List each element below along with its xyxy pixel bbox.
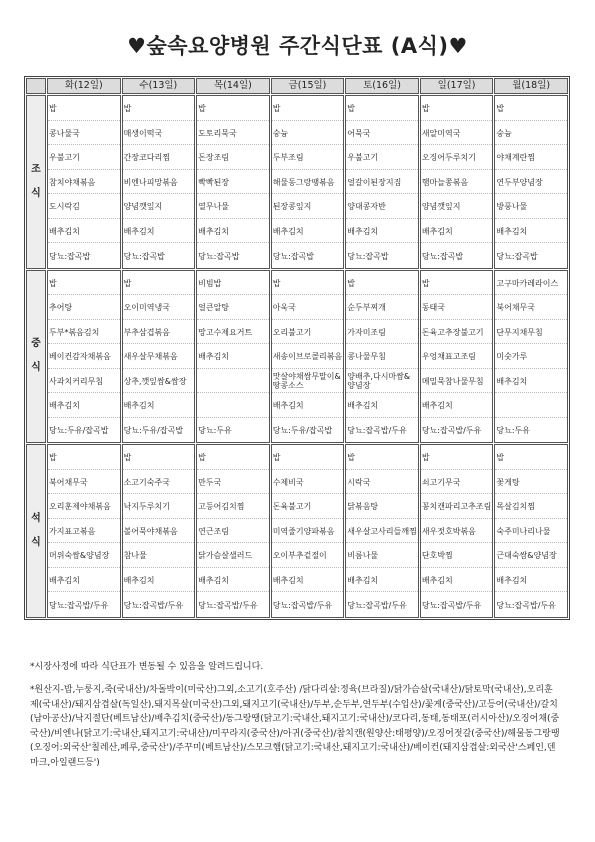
menu-item: 밥 <box>123 271 195 296</box>
menu-item: 밥 <box>48 96 120 121</box>
menu-item: 돈육불고기 <box>272 494 344 519</box>
menu-item: 부추삼겹볶음 <box>123 320 195 345</box>
menu-item: 당뇨:잡곡밥/두유 <box>347 600 407 610</box>
menu-cell <box>196 444 270 618</box>
menu-item: 참나물 <box>123 543 195 568</box>
menu-item <box>197 393 269 418</box>
menu-item: 야채계란찜 <box>495 145 567 170</box>
menu-item: 당뇨:잡곡밥/두유 <box>421 426 482 435</box>
day-header: 금(15일) <box>271 78 345 94</box>
menu-item: 된장콩잎지 <box>272 194 344 219</box>
menu-item: 어묵국 <box>346 121 418 146</box>
menu-item: 배추김치 <box>421 393 493 418</box>
menu-item: 오이미역냉국 <box>123 295 195 320</box>
menu-item: 당뇨:잡곡밥/두유 <box>421 600 482 610</box>
day-header-row <box>26 78 568 94</box>
lunch-label <box>26 270 46 444</box>
menu-item: 당뇨:잡곡밥 <box>347 251 389 261</box>
menu-cell <box>271 444 345 618</box>
day-header: 월(18일) <box>494 78 568 94</box>
menu-item: 두부*볶음김치 <box>48 320 120 345</box>
menu-item: 밥 <box>421 271 493 296</box>
menu-item: 새우살무채볶음 <box>123 344 195 369</box>
menu-cell <box>420 95 494 269</box>
menu-item: 수제비국 <box>272 470 344 495</box>
menu-item: 밥 <box>123 445 195 470</box>
menu-item: 밥 <box>346 445 418 470</box>
menu-item: 도토리묵국 <box>197 121 269 146</box>
menu-item: 추어탕 <box>48 295 120 320</box>
menu-item: 당뇨:잡곡밥/두유 <box>49 600 109 610</box>
menu-item: 배추김치 <box>272 219 344 244</box>
menu-item: 꽃게탕 <box>495 470 567 495</box>
menu-item: 당뇨:잡곡밥 <box>198 251 240 261</box>
notice-text: *시장사정에 따라 식단표가 변동될 수 있음을 알려드립니다. <box>30 662 264 672</box>
menu-cell <box>420 270 494 444</box>
menu-item: 베이컨감자채볶음 <box>48 344 120 369</box>
menu-item: 단호박찜 <box>421 543 493 568</box>
menu-item: 당뇨:두유/잡곡밥 <box>49 426 109 435</box>
menu-item: 가자미조림 <box>346 320 418 345</box>
menu-cell <box>420 444 494 618</box>
menu-item: 배추김치 <box>123 219 195 244</box>
menu-item: 콩나물무침 <box>346 344 418 369</box>
menu-item: 고등어김치찜 <box>197 494 269 519</box>
menu-item: 숙주미나리나물 <box>495 519 567 544</box>
menu-item: 배추김치 <box>346 219 418 244</box>
menu-item: 근대숙쌈&양념장 <box>495 543 567 568</box>
menu-item: 쇠고기무국 <box>421 470 493 495</box>
menu-item: 도시락김 <box>48 194 120 219</box>
meal-label-char: 식 <box>31 536 41 548</box>
menu-item: 상추,깻잎쌈&쌈장 <box>123 369 195 394</box>
menu-item: 순두부찌개 <box>346 295 418 320</box>
menu-item: 볼어묵야채볶음 <box>123 519 195 544</box>
menu-item: 미숫가루 <box>495 344 567 369</box>
menu-item: 배추김치 <box>421 219 493 244</box>
menu-item: 당뇨:잡곡밥 <box>421 251 464 261</box>
menu-item: 얼큰알탕 <box>197 295 269 320</box>
menu-item: 비엔나피망볶음 <box>123 170 195 195</box>
menu-item: 우엉채표고조림 <box>421 344 493 369</box>
lunch-row <box>26 270 568 444</box>
menu-item: 얼갈이된장지짐 <box>346 170 418 195</box>
menu-cell <box>122 444 196 618</box>
menu-cell <box>196 95 270 269</box>
menu-item: 메밀묵참나물무침 <box>421 369 493 394</box>
menu-item: 배추김치 <box>272 568 344 593</box>
day-header: 토(16일) <box>345 78 419 94</box>
meal-label-char: 조 <box>31 163 41 175</box>
menu-item: 밥 <box>197 96 269 121</box>
menu-item: 배추김치 <box>272 393 344 418</box>
menu-item: 빡빡된장 <box>197 170 269 195</box>
weekly-menu-table <box>24 76 570 620</box>
menu-item: 오리불고기 <box>272 320 344 345</box>
page-title: ♥숲속요양병원 주간식단표 (A식)♥ <box>127 34 468 58</box>
menu-item: 밥 <box>48 445 120 470</box>
menu-item: 동태국 <box>421 295 493 320</box>
menu-item: 간장코다리찜 <box>123 145 195 170</box>
menu-item: 북어채무국 <box>48 470 120 495</box>
day-header: 목(14일) <box>196 78 270 94</box>
day-header: 화(12일) <box>47 78 121 94</box>
menu-item: 양념깻잎지 <box>421 194 493 219</box>
header-corner <box>26 78 46 94</box>
menu-cell <box>345 95 419 269</box>
menu-item: 당뇨:두유/잡곡밥 <box>272 426 333 435</box>
menu-item: 목살김치찜 <box>495 494 567 519</box>
menu-cell <box>494 270 568 444</box>
menu-item: 새알미역국 <box>421 121 493 146</box>
menu-item: 당뇨:잡곡밥 <box>496 251 538 261</box>
menu-cell <box>47 444 121 618</box>
menu-cell <box>271 270 345 444</box>
menu-item: 오징어두루치기 <box>421 145 493 170</box>
menu-item: 닭가슴살샐러드 <box>197 543 269 568</box>
menu-item: 매생이떡국 <box>123 121 195 146</box>
menu-item: 당뇨:잡곡밥 <box>272 251 315 261</box>
menu-item: 머위숙쌈&양념장 <box>48 543 120 568</box>
menu-item: 배추김치 <box>346 393 418 418</box>
menu-item: 참치야채볶음 <box>48 170 120 195</box>
menu-item: 아욱국 <box>272 295 344 320</box>
menu-item: 양대콩자반 <box>346 194 418 219</box>
meal-label-char: 식 <box>31 362 41 374</box>
menu-item: 당뇨:잡곡밥 <box>123 251 165 261</box>
menu-item: 밥 <box>495 445 567 470</box>
menu-item: 돈육고추장불고기 <box>421 320 493 345</box>
menu-item: 배추김치 <box>197 219 269 244</box>
menu-cell <box>271 95 345 269</box>
menu-item: 배추김치 <box>421 568 493 593</box>
menu-item: 맛살야채쌈무말이&땅콩소스 <box>272 369 344 394</box>
menu-item: 고구마카레라이스 <box>495 271 567 296</box>
menu-item: 당뇨:잡곡밥/두유 <box>198 600 258 610</box>
menu-item: 새송이브로콜리볶음 <box>272 344 344 369</box>
menu-item: 연근조림 <box>197 519 269 544</box>
menu-item: 배추김치 <box>495 369 567 394</box>
menu-item: 밥 <box>346 271 418 296</box>
menu-item: 숭늉 <box>495 121 567 146</box>
menu-item: 돈장조림 <box>197 145 269 170</box>
menu-item: 당뇨:잡곡밥 <box>49 251 91 261</box>
menu-item: 배추김치 <box>48 568 120 593</box>
menu-item: 당뇨:잡곡밥/두유 <box>272 600 333 610</box>
menu-item: 연두부양념장 <box>495 170 567 195</box>
menu-item: 양념깻잎지 <box>123 194 195 219</box>
menu-item: 해물동그랑땡볶음 <box>272 170 344 195</box>
meal-label-char: 석 <box>31 512 41 524</box>
menu-item: 숭늉 <box>272 121 344 146</box>
menu-cell <box>345 444 419 618</box>
menu-item: 비름나물 <box>346 543 418 568</box>
menu-cell <box>494 444 568 618</box>
menu-item: 낙지두루치기 <box>123 494 195 519</box>
menu-cell <box>122 95 196 269</box>
menu-item: 두부조림 <box>272 145 344 170</box>
menu-item: 우불고기 <box>48 145 120 170</box>
menu-item: 배추김치 <box>197 568 269 593</box>
menu-item: 사과치커리무침 <box>48 369 120 394</box>
menu-item: 밥 <box>421 445 493 470</box>
menu-item: 꽁치캔파리고추조림 <box>421 494 493 519</box>
menu-item: 방풍나물 <box>495 194 567 219</box>
menu-item: 단무지채무침 <box>495 320 567 345</box>
menu-cell <box>494 95 568 269</box>
breakfast-row <box>26 95 568 269</box>
menu-cell <box>47 95 121 269</box>
menu-item: 비빔밥 <box>197 271 269 296</box>
menu-item: 밥 <box>123 96 195 121</box>
day-header: 수(13일) <box>122 78 196 94</box>
menu-item: 밥 <box>495 96 567 121</box>
menu-item: 밥 <box>197 445 269 470</box>
menu-item: 당뇨:두유/잡곡밥 <box>123 426 184 435</box>
menu-item: 소고기숙주국 <box>123 470 195 495</box>
menu-item: 닭볶음탕 <box>346 494 418 519</box>
menu-body <box>26 95 568 618</box>
menu-item: 밥 <box>48 271 120 296</box>
menu-item: 새우살고사리들깨찜 <box>346 519 418 544</box>
menu-item: 배추김치 <box>495 219 567 244</box>
menu-item: 배추김치 <box>123 393 195 418</box>
menu-item: 열무나물 <box>197 194 269 219</box>
menu-item: 배추김치 <box>495 568 567 593</box>
menu-item: 새우젓호박볶음 <box>421 519 493 544</box>
menu-item: 북어채무국 <box>495 295 567 320</box>
menu-item: 망고수제요거트 <box>197 320 269 345</box>
menu-item: 당뇨:두유 <box>496 426 530 435</box>
menu-item: 양배추,다시마쌈&양념장 <box>346 369 418 394</box>
dinner-row <box>26 444 568 618</box>
menu-item: 밥 <box>272 445 344 470</box>
menu-item: 배추김치 <box>48 219 120 244</box>
menu-item: 당뇨:잡곡밥/두유 <box>496 600 556 610</box>
meal-label-char: 중 <box>31 338 41 350</box>
menu-item: 당뇨:잡곡밥/두유 <box>123 600 184 610</box>
menu-item: 콩나물국 <box>48 121 120 146</box>
menu-item: 배추김치 <box>123 568 195 593</box>
origin-text: *원산지-밥,누룽지,죽(국내산)/차돌박이(미국산)그외,소고기(호주산) /닭다리살:정육(브라질)/닭가슴살(국내산)/닭토막(국내산),오리훈제(국내산)/돼지삼겹살(독일산),돼지목살(미국산)그외,돼지고기(국내산)/두부,순두부,연두부(수입산)/꽃게(중국산)/고등어(국내산)/갈치(남아공산)/낙지절단(베트남산)/배추김치(중국산)/동그랑땡(닭고기:국내산,돼지고기:국내산)/코다리,동태,동태포(러시아산)/오징어채(중국산)/비엔나(닭고기:국내산,돼지고기:국내산)/미꾸라지(중국산)/아귀(중국산)/참치캔(원양산:태평양)/오징어젓갈(중국산)/해물동그랑땡(오징어:외국산'칠레산,페루,중국산')/주꾸미(베트남산)/스모크햄(닭고기:국내산,돼지고기:국내산)/베이컨(돼지삼겹살:외국산'스페인,덴마크,아일랜드등') <box>30 685 560 768</box>
menu-cell <box>122 270 196 444</box>
menu-cell <box>345 270 419 444</box>
menu-item: 배추김치 <box>346 568 418 593</box>
menu-item: 밥 <box>272 96 344 121</box>
meal-label-char: 식 <box>31 187 41 199</box>
menu-item: 당뇨:잡곡밥/두유 <box>347 426 407 435</box>
menu-cell <box>196 270 270 444</box>
menu-item: 가지표고볶음 <box>48 519 120 544</box>
day-header: 일(17일) <box>420 78 494 94</box>
menu-item: 시락국 <box>346 470 418 495</box>
menu-item: 미역줄기양파볶음 <box>272 519 344 544</box>
menu-item: 오리훈제야채볶음 <box>48 494 120 519</box>
menu-item: 배추김치 <box>197 344 269 369</box>
breakfast-label <box>26 95 46 269</box>
menu-item: 밥 <box>421 96 493 121</box>
menu-item: 밥 <box>272 271 344 296</box>
menu-item: 오이부추겉절이 <box>272 543 344 568</box>
menu-item: 햄마늘쫑볶음 <box>421 170 493 195</box>
menu-item: 우불고기 <box>346 145 418 170</box>
menu-item: 만두국 <box>197 470 269 495</box>
menu-item <box>495 393 567 418</box>
menu-item: 당뇨:두유 <box>198 426 232 435</box>
menu-item: 배추김치 <box>48 393 120 418</box>
dinner-label <box>26 444 46 618</box>
menu-item <box>197 369 269 394</box>
menu-item: 밥 <box>346 96 418 121</box>
menu-cell <box>47 270 121 444</box>
